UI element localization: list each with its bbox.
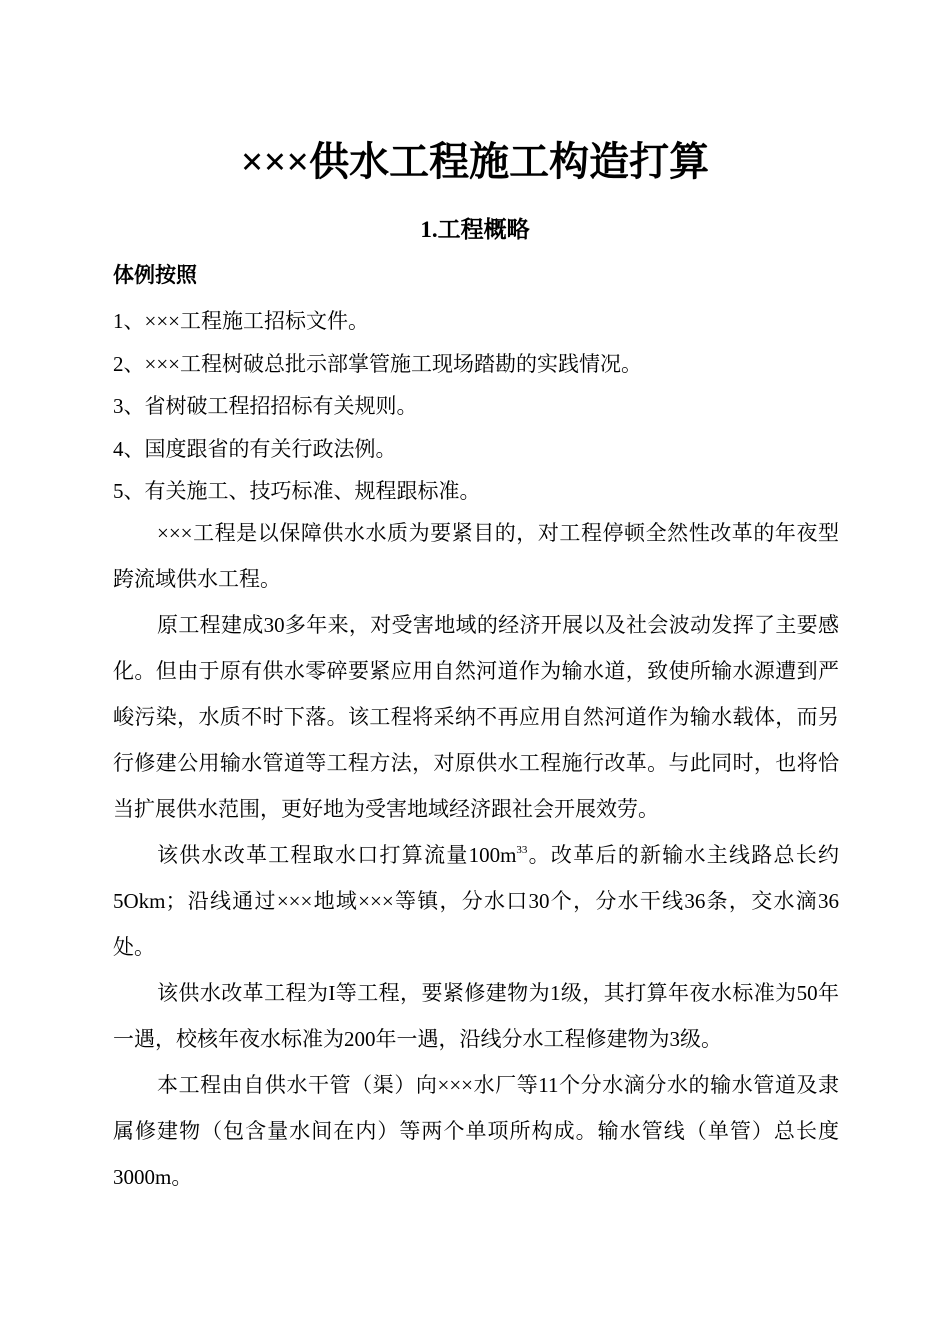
body-paragraph: 原工程建成30多年来，对受害地域的经济开展以及社会波动发挥了主要感化。但由于原有供水零碎要紧应用自然河道作为输水道，致使所输水源遭到严峻污染，水质不时下落。该工程将采纳不再应用自然河道作为输水载体，而另行修建公用输水管道等工程方法，对原供水工程施行改革。与此同时，也将恰当扩展供水范围，更好地为受害地域经济跟社会开展效劳。 (113, 613, 839, 821)
superscript: 33 (516, 844, 528, 856)
paragraph-text: 该供水改革工程取水口打算流量100m (157, 843, 517, 867)
section-heading: 1.工程概略 (420, 217, 530, 242)
basis-item: 5、有关施工、技巧标准、规程跟标准。 (113, 479, 481, 503)
basis-heading: 体例按照 (113, 263, 197, 287)
basis-item: 2、×××工程树破总批示部掌管施工现场踏勘的实践情况。 (113, 351, 643, 376)
basis-item: 3、省树破工程招招标有关规则。 (113, 394, 418, 418)
basis-item: 4、国度跟省的有关行政法例。 (113, 436, 397, 461)
body-paragraph: ×××工程是以保障供水水质为要紧目的，对工程停顿全然性改革的年夜型跨流域供水工程。 (113, 521, 839, 591)
body-paragraph (113, 832, 839, 970)
basis-item: 1、×××工程施工招标文件。 (113, 309, 370, 333)
body-text (113, 510, 839, 1200)
body-paragraph: 本工程由自供水干管（渠）向×××水厂等11个分水滴分水的输水管道及隶属修建物（包含量水间在内）等两个单项所构成。输水管线（单管）总长度3000m。 (113, 1073, 839, 1189)
paragraph-text: 。改革后的新输水主线路总长约5Okm；沿线通过×××地域×××等镇，分水口30个，分水干线36条，交水滴36处。 (113, 843, 839, 959)
body-paragraph: 该供水改革工程为I等工程，要紧修建物为1级，其打算年夜水标准为50年一遇，校核年夜水标准为200年一遇，沿线分水工程修建物为3级。 (113, 981, 839, 1051)
basis-list (113, 300, 853, 513)
document-title: ×××供水工程施工构造打算 (240, 139, 710, 184)
